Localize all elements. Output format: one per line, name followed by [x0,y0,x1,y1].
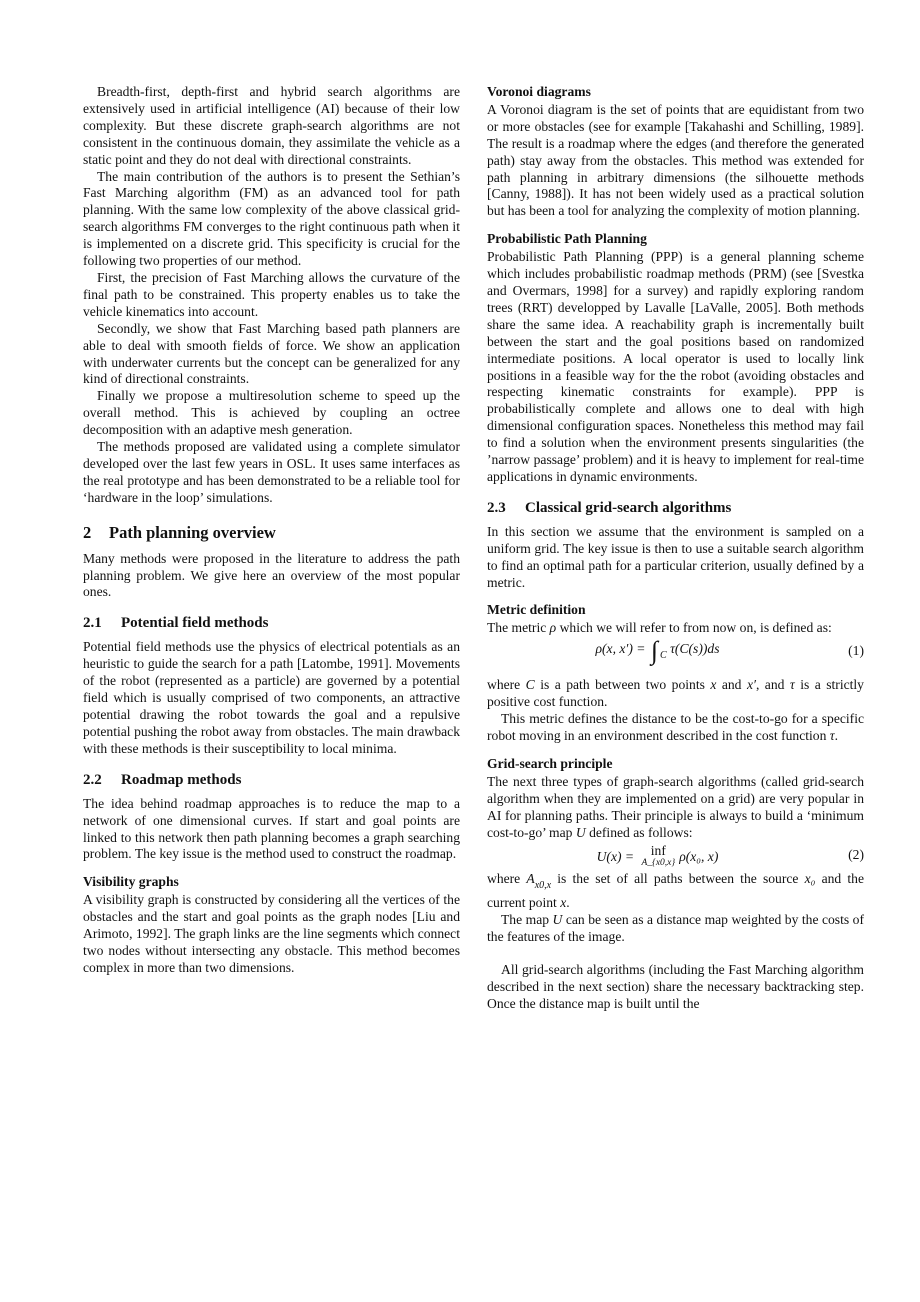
equation-lhs: U(x) = [596,849,638,865]
math-subscript: x0,x [534,880,552,892]
section-title: Roadmap methods [121,771,242,788]
metric-paragraph-2 [487,711,864,745]
text-run: and the current point [487,871,864,911]
text-run: defined as follows: [585,824,693,840]
subheading-grid-search-principle: Grid-search principle [487,755,613,771]
voronoi-text: A Voronoi diagram is the set of points that are equidistant from two or more obstacles (see for example [Takahashi and Schilling, 1989]. The result is a roadmap where the edges (and therefore the generated path) stay away from the obstacles. This method was extended for path planning in arbitrary dimensions (the silhouette methods [Canny, 1988]). It has not been widely used as a practical solution but has been a tool for analyzing the complexity of motion planning. [487,101,864,219]
metric-intro [487,620,864,637]
equation-2-math [487,845,828,869]
equation-1-math [487,636,828,666]
text-run: This metric defines the distance to be the cost-to-go for a specific robot moving in an environment described in the cost function [487,711,864,743]
section-title: Potential field methods [121,615,269,632]
section-number: 2 [83,522,92,542]
intro-paragraph-4: Secondly, we show that Fast Marching based path planners are able to deal with smooth fields of force. We show an application with underwater currents but the concept can be generalized for any kind of directional constraints. [83,320,460,387]
visibility-graphs-text: A visibility graph is constructed by considering all the vertices of the obstacles and the start and goal points as the graph nodes [Liu and Arimoto, 1992]. The graph links are the line segments which connect two nodes without intersecting any obstacle. This method becomes complex in more than two dimensions. [83,892,460,975]
text-run: The next three types of graph-search algorithms (called grid-search algorithm when they are implemented on a grid) are very popular in AI for planning paths. Their principle is always to build a ‘minimum cost-to-go’ map [487,773,864,840]
math-symbol: U [552,912,563,928]
text-run: and [716,677,747,693]
math-symbol: C [525,677,535,693]
text-run: can be seen as a distance map weighted by the costs of the features of the image. [487,912,864,945]
section-heading-2-1 [83,614,460,632]
equation-rhs: ρ(x₀, x) [679,849,719,865]
integral-subscript: C [660,650,667,662]
right-column [487,84,864,1013]
text-run: . [834,728,839,743]
intro-paragraph-1: Breadth-first, depth-first and hybrid search algorithms are extensively used in artificial intelligence (AI) because of their low complexity. But these discrete graph-search algorithms are not consistent in the continuous domain, they assimilate the vehicle as a static point and they do not deal with directional constraints. [83,84,460,167]
paragraph-gap [487,946,864,962]
grid-search-explanation [487,871,864,912]
section-title: Classical grid-search algorithms [525,499,732,516]
metric-explanation [487,677,864,711]
equation-rhs: τ(C(s))ds [666,641,720,657]
math-symbol: x₀ [804,871,816,887]
text-run: The map [501,912,553,928]
intro-paragraph-5: Finally we propose a multiresolution scheme to speed up the overall method. This is achieved by coupling an octree decomposition with an adaptive mesh generation. [83,388,460,438]
subheading-probabilistic-path-planning: Probabilistic Path Planning [487,231,647,247]
text-run: is a strictly positive cost function. [487,677,864,710]
integral-sign: ∫ [650,636,658,666]
math-symbol: ρ [549,620,557,636]
subheading-visibility-graphs: Visibility graphs [83,874,179,890]
section-number: 2.3 [487,499,506,516]
intro-paragraph-2: The main contribution of the authors is to present the Sethian’s Fast Marching algorithm (FM) as an advanced tool for path planning. With the same low complexity of the above classical grid-search algorithms FM converges to the right continuous path when it is implemented on a discrete grid. This specificity is crucial for the following two properties of our method. [83,168,460,269]
intro-paragraph-6: The methods proposed are validated using a complete simulator developed over the last few years in OSL. It uses same interfaces as the real prototype and has been demonstrated to be a reliable tool for ‘hardware in the loop’ simulations. [83,439,460,505]
math-symbol: U [575,824,586,840]
infimum-label: inf [650,843,666,859]
equation-1 [487,637,864,677]
text-run: , and [755,677,790,693]
text-run: where [487,677,526,693]
ppp-text: Probabilistic Path Planning (PPP) is a general planning scheme which includes probabilistic roadmap methods (PRM) (see [Svestka and Overmars, 1998] for a survey) and rapidly exploring random trees (RRT) developped by Lavalle [LaValle, 2005]. Both methods share the same idea. A reachability graph is incrementally built between the start and the goal positions based on randomized intermediate positions. A local operator is used to locally link positions in a feasible way for the the robot (avoiding obstacles and respecting kinematic constraints for example). PPP is probabilistically complete and allows one to deal with high dimensional configuration spaces. Nonetheless this method may fail to find a solution when the environment presents singularities (the ’narrow passage’ problem) and it is heavy to implement for real-time applications in dynamic environments. [487,249,864,484]
equation-lhs: ρ(x, x′) = [595,641,649,657]
section-title: Path planning overview [109,522,276,542]
grid-search-paragraph-2 [487,912,864,946]
section-2-2-text: The idea behind roadmap approaches is to reduce the map to a network of one dimensional curves. If start and goal points are linked to this network then path planning becomes a graph searching problem. The key issue is the method used to construct the roadmap. [83,795,460,862]
section-heading-2-2 [83,771,460,789]
section-number: 2.1 [83,615,102,632]
section-2-3-text: In this section we assume that the environment is sampled on a uniform grid. The key issue is then to use a suitable search algorithm to find an optimal path for a particular criterion, usually defined by a metric. [487,523,864,590]
section-heading-2-3 [487,499,864,517]
math-symbol: τ [829,728,835,743]
grid-search-text [487,774,864,842]
backtracking-text: All grid-search algorithms (including the Fast Marching algorithm described in the next section) share the necessary backtracking step. Once the distance map is built until the [487,962,864,1011]
section-2-1-text: Potential field methods use the physics of electrical potentials as an heuristic to guide the search for a path [Latombe, 1991]. Movements of the robot (represented as a particle) are governed by a potential field which is usually comprised of two components, an attractive potential drawing the robot towards the goal and a repulsive potential pushing the robot away from obstacles. The main drawback with these methods is their susceptibility to local minima. [83,639,460,756]
text-run: is the set of all paths between the source [551,871,805,887]
text-run: is a path between two points [534,677,711,693]
section-2-text: Many methods were proposed in the literature to address the path planning problem. We give here an overview of the most popular ones. [83,550,460,600]
subheading-metric-definition: Metric definition [487,602,586,618]
infimum-operator [641,845,675,869]
text-run: which we will refer to from now on, is defined as: [556,620,832,636]
section-number: 2.2 [83,771,102,788]
section-heading-2 [83,523,460,543]
equation-number: (1) [848,643,864,659]
math-symbol: x [560,895,567,911]
math-symbol: x [710,677,717,693]
left-column [83,84,460,977]
text-run: The metric [487,620,550,636]
equation-2 [487,841,864,871]
text-run: where [487,871,527,887]
intro-paragraph-3: First, the precision of Fast Marching allows the curvature of the final path to be constrained. This property enables us to take the vehicle kinematics into account. [83,269,460,319]
subheading-voronoi-diagrams: Voronoi diagrams [487,84,591,99]
math-symbol: A [526,871,535,887]
text-run: . [566,895,570,911]
math-symbol: τ [789,677,795,693]
infimum-subscript: A_{x0,x} [641,858,676,869]
equation-number: (2) [848,847,864,863]
math-symbol: x′ [746,677,756,693]
